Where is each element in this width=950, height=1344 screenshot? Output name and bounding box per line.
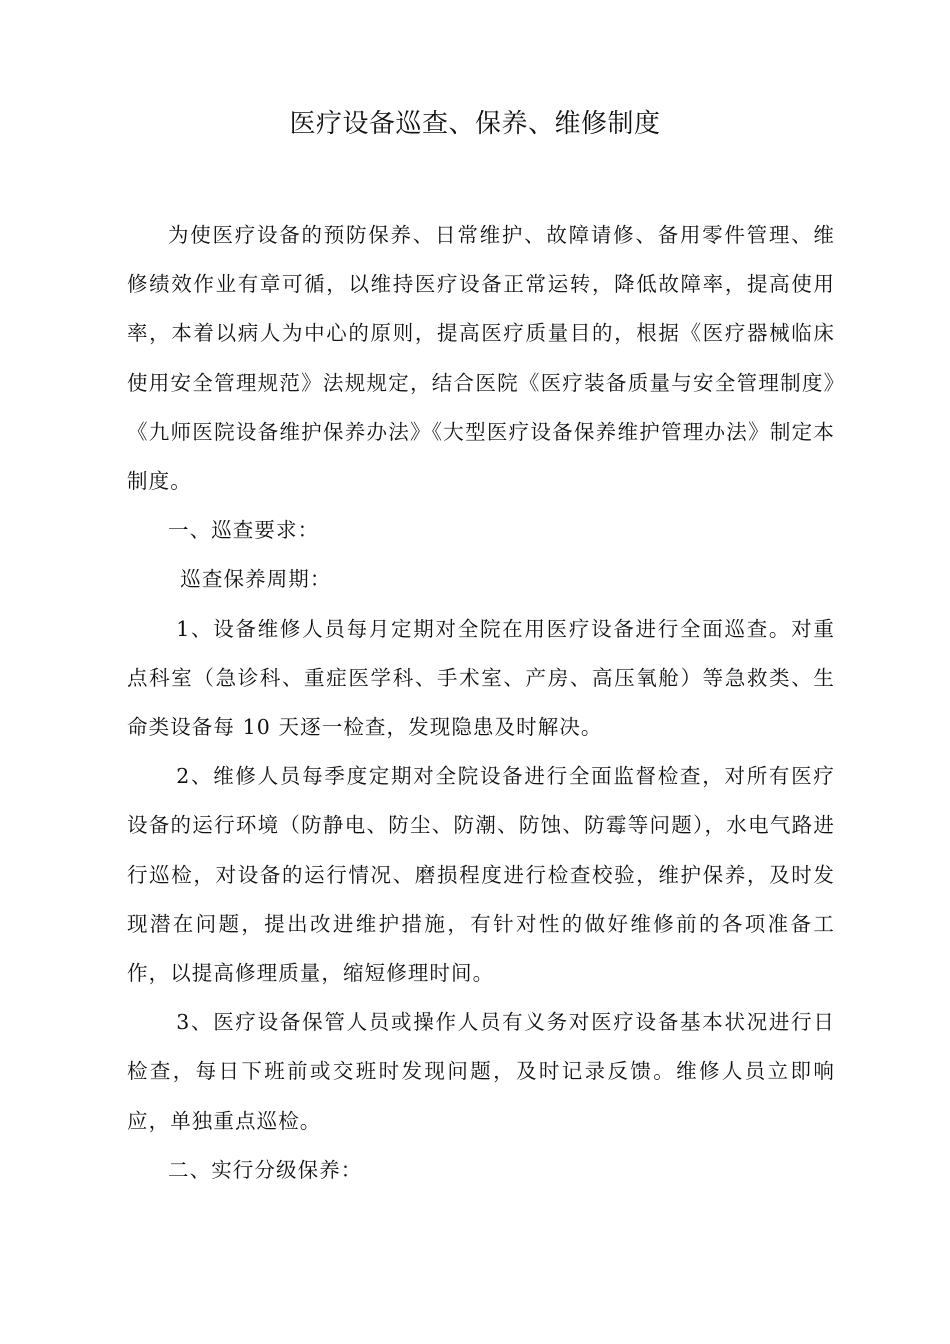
list-item: 2、维修人员每季度定期对全院设备进行全面监督检查，对所有医疗设备的运行环境（防静电、防尘、防潮、防蚀、防霉等问题），水电气路进行巡检，对设备的运行情况、磨损程度进行检查校验，维护保养，及时发现潜在问题，提出改进维护措施，有针对性的做好维修前的各项准备工作，以提高修理质量，缩短修理时间。 bbox=[127, 764, 835, 986]
intro-paragraph: 为使医疗设备的预防保养、日常维护、故障请修、备用零件管理、维修绩效作业有章可循，以维持医疗设备正常运转，降低故障率，提高使用率，本着以病人为中心的原则，提高医疗质量目的，根据《医疗器械临床使用安全管理规范》法规规定，结合医院《医疗装备质量与安全管理制度》《九师医院设备维护保养办法》《大型医疗设备保养维护管理办法》制定本制度。 bbox=[127, 223, 835, 494]
list-item: 1、设备维修人员每月定期对全院在用医疗设备进行全面巡查。对重点科室（急诊科、重症医学科、手术室、产房、高压氧舱）等急救类、生命类设备每 10 天逐一检查，发现隐患及时解决。 bbox=[127, 616, 835, 740]
subheading-inspection-cycle: 巡查保养周期： bbox=[180, 567, 332, 592]
document-body bbox=[127, 211, 835, 1195]
section-heading-inspection: 一、巡查要求： bbox=[168, 518, 320, 543]
document-title: 医疗设备巡查、保养、维修制度 bbox=[289, 109, 661, 139]
section-heading-graded-maintenance: 二、实行分级保养： bbox=[168, 1157, 363, 1182]
list-item: 3、医疗设备保管人员或操作人员有义务对医疗设备基本状况进行日检查，每日下班前或交班时发现问题，及时记录反馈。维修人员立即响应，单独重点巡检。 bbox=[127, 1010, 835, 1133]
